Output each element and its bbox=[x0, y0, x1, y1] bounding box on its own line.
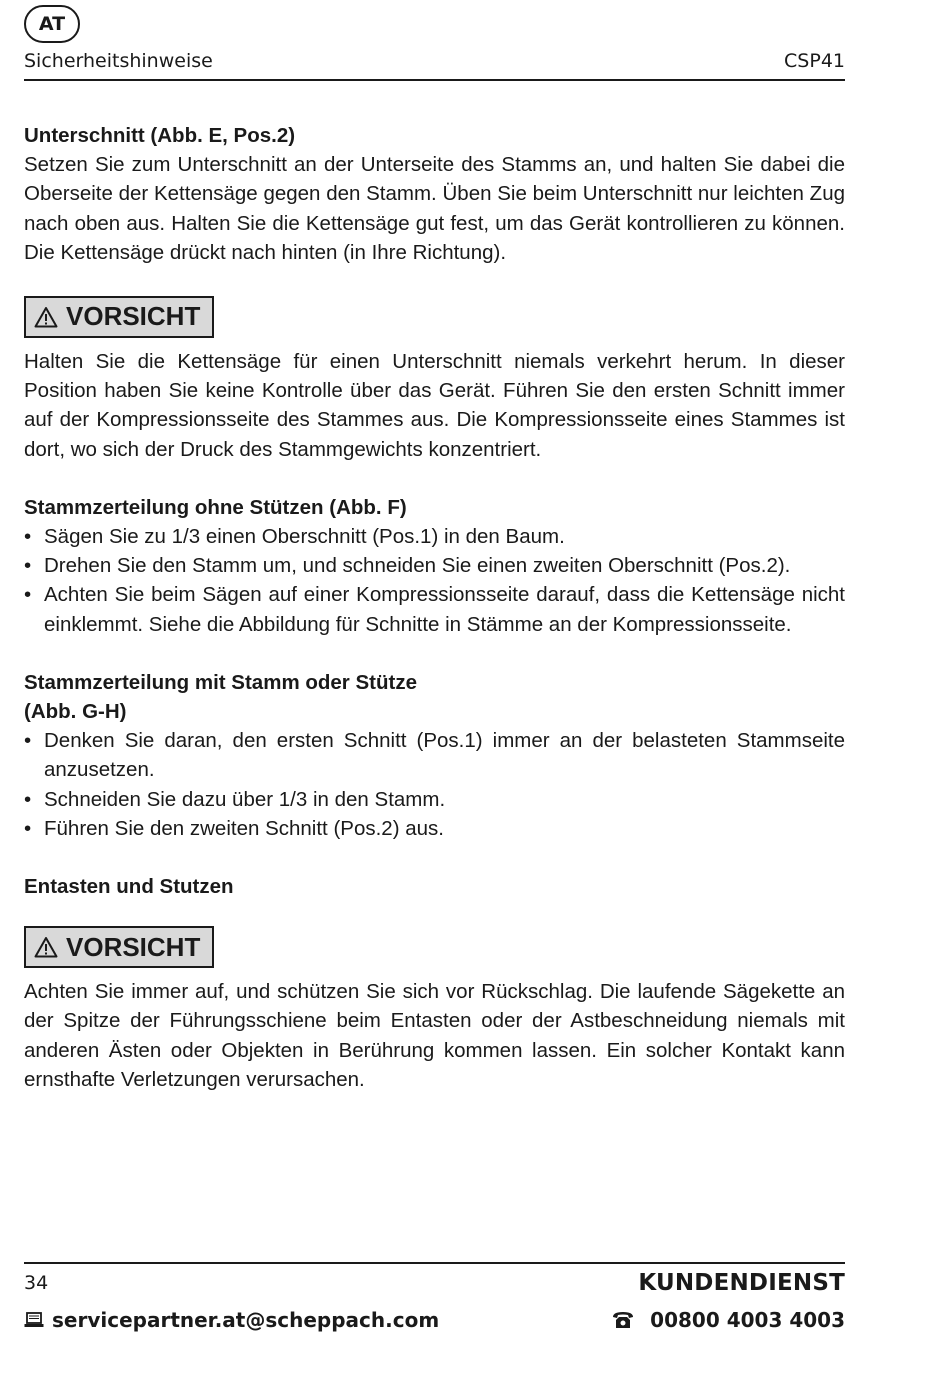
telephone-icon bbox=[612, 1311, 634, 1329]
header-divider bbox=[24, 79, 845, 81]
mit-stuetze-list bbox=[24, 726, 845, 843]
page-number: 34 bbox=[24, 1272, 49, 1294]
list-item: • Denken Sie daran, den ersten Schnitt (Pos.1) immer an der belasteten Stammseite anzusetzen. bbox=[24, 726, 845, 784]
email-address[interactable]: servicepartner.at@scheppach.com bbox=[52, 1308, 440, 1332]
list-item: • Schneiden Sie dazu über 1/3 in den Stamm. bbox=[24, 785, 845, 814]
warning-box-2 bbox=[24, 926, 214, 968]
ohne-stuetzen-list bbox=[24, 522, 845, 639]
list-item: • Drehen Sie den Stamm um, und schneiden Sie einen zweiten Oberschnitt (Pos.2). bbox=[24, 551, 845, 580]
warning-triangle-icon bbox=[34, 936, 58, 958]
service-label: KUNDENDIENST bbox=[638, 1270, 845, 1296]
warning-triangle-icon bbox=[34, 306, 58, 328]
warning-1-paragraph: Halten Sie die Kettensäge für einen Unterschnitt niemals verkehrt herum. In dieser Position haben Sie keine Kontrolle über das Gerät. Führen Sie den ersten Schnitt immer auf der Kompressionsseite des Stammes aus. Die Kompressionsseite eines Stammes ist dort, wo sich der Druck des Stammgewichts konzentriert. bbox=[24, 350, 845, 461]
entasten-heading: Entasten und Stutzen bbox=[24, 875, 234, 899]
email-contact[interactable] bbox=[24, 1308, 439, 1332]
footer-divider bbox=[24, 1262, 845, 1264]
mit-stuetze-heading-ref: (Abb. G-H) bbox=[24, 700, 127, 724]
warning-box-1 bbox=[24, 296, 214, 338]
ohne-stuetzen-heading: Stammzerteilung ohne Stützen (Abb. F) bbox=[24, 495, 407, 519]
laptop-icon bbox=[24, 1312, 44, 1328]
warning-label: VORSICHT bbox=[66, 931, 201, 962]
model-number: CSP41 bbox=[784, 50, 845, 72]
mit-stuetze-heading: Stammzerteilung mit Stamm oder Stütze bbox=[24, 670, 417, 694]
list-item: • Führen Sie den zweiten Schnitt (Pos.2) aus. bbox=[24, 814, 845, 843]
list-item: • Sägen Sie zu 1/3 einen Oberschnitt (Pos.1) in den Baum. bbox=[24, 522, 845, 551]
unterschnitt-paragraph: Setzen Sie zum Unterschnitt an der Unterseite des Stamms an, und halten Sie dabei die Oberseite der Kettensäge gegen den Stamm. Üben Sie beim Unterschnitt nur leichten Zug nach oben aus. Halten Sie die Kettensäge gut fest, um das Gerät kontrollieren zu können. Die Kettensäge drückt nach hinten (in Ihre Richtung). bbox=[24, 153, 845, 264]
warning-2-paragraph: Achten Sie immer auf, und schützen Sie sich vor Rückschlag. Die laufende Sägekette an der Spitze der Führungsschiene beim Entasten oder der Astbeschneidung niemals mit anderen Ästen oder Objekten in Berührung kommen lassen. Ein solcher Kontakt kann ernsthafte Verletzungen verursachen. bbox=[24, 980, 845, 1091]
page-content bbox=[24, 121, 845, 1094]
phone-number[interactable]: 00800 4003 4003 bbox=[650, 1308, 845, 1332]
unterschnitt-heading: Unterschnitt (Abb. E, Pos.2) bbox=[24, 124, 296, 147]
section-title: Sicherheitshinweise bbox=[24, 50, 213, 72]
phone-contact[interactable] bbox=[612, 1308, 845, 1332]
warning-label: VORSICHT bbox=[66, 301, 201, 332]
list-item: • Achten Sie beim Sägen auf einer Kompressionsseite darauf, dass die Kettensäge nicht einklemmt. Siehe die Abbildung für Schnitte in Stämme an der Kompressionsseite. bbox=[24, 580, 845, 638]
country-badge: AT bbox=[24, 5, 80, 43]
